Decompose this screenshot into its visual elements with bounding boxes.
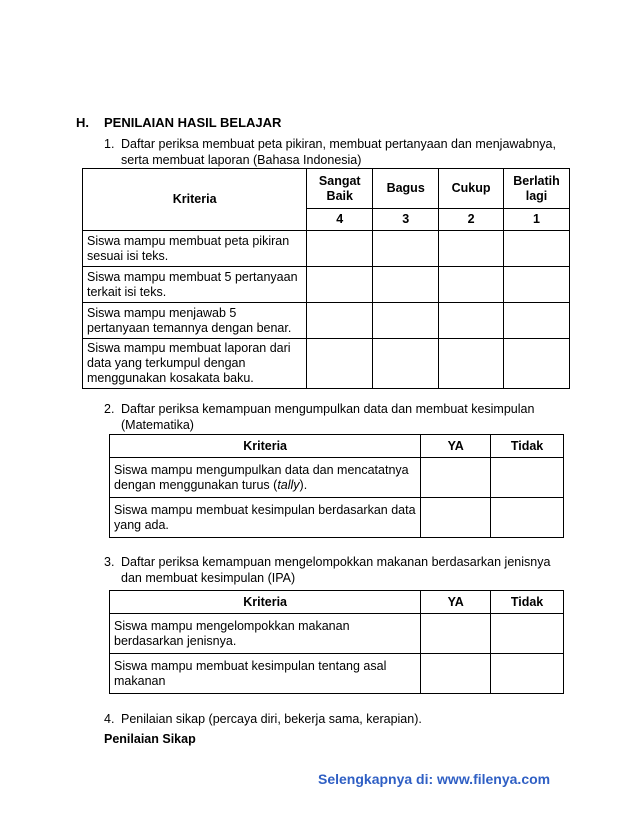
check-cell[interactable]	[439, 303, 504, 339]
check-cell[interactable]	[373, 267, 439, 303]
item-number: 1.	[104, 137, 115, 151]
criteria-cell: Siswa mampu membuat laporan dari data yang terkumpul dengan menggunakan kosakata baku.	[83, 339, 307, 389]
check-cell[interactable]	[504, 267, 570, 303]
score-cell: 4	[307, 209, 373, 231]
checklist-table-3	[109, 590, 564, 694]
check-cell[interactable]	[373, 303, 439, 339]
check-cell[interactable]	[504, 231, 570, 267]
criteria-cell: Siswa mampu membuat 5 pertanyaan terkait isi teks.	[83, 267, 307, 303]
item-text: dan membuat kesimpulan (IPA)	[121, 571, 296, 585]
criteria-cell: Siswa mampu mengumpulkan data dan mencatatnya dengan menggunakan turus (tally).	[110, 458, 421, 498]
criteria-cell: Siswa mampu membuat peta pikiran sesuai isi teks.	[83, 231, 307, 267]
check-cell[interactable]	[421, 614, 491, 654]
header-kriteria: Kriteria	[110, 591, 421, 614]
criteria-cell: Siswa mampu mengelompokkan makanan berdasarkan jenisnya.	[110, 614, 421, 654]
check-cell[interactable]	[491, 458, 564, 498]
item-text: serta membuat laporan (Bahasa Indonesia)	[121, 153, 362, 167]
header-tidak: Tidak	[491, 591, 564, 614]
score-cell: 2	[439, 209, 504, 231]
check-cell[interactable]	[491, 614, 564, 654]
item-number: 2.	[104, 402, 115, 416]
item-number: 3.	[104, 555, 115, 569]
header-ya: YA	[421, 591, 491, 614]
item-text: Daftar periksa kemampuan mengelompokkan makanan berdasarkan jenisnya	[121, 555, 551, 569]
header-kriteria: Kriteria	[110, 435, 421, 458]
header-ya: YA	[421, 435, 491, 458]
check-cell[interactable]	[373, 339, 439, 389]
header-bagus: Bagus	[373, 169, 439, 209]
criteria-cell: Siswa mampu membuat kesimpulan tentang asal makanan	[110, 654, 421, 694]
check-cell[interactable]	[439, 267, 504, 303]
source-link[interactable]: Selengkapnya di: www.filenya.com	[318, 771, 551, 787]
header-sangat-baik: Sangat Baik	[307, 169, 373, 209]
subheading: Penilaian Sikap	[104, 732, 196, 746]
section-letter: H.	[76, 115, 89, 130]
header-cukup: Cukup	[439, 169, 504, 209]
check-cell[interactable]	[307, 303, 373, 339]
checklist-table-2	[109, 434, 564, 538]
check-cell[interactable]	[307, 267, 373, 303]
check-cell[interactable]	[307, 231, 373, 267]
check-cell[interactable]	[421, 458, 491, 498]
check-cell[interactable]	[307, 339, 373, 389]
criteria-cell: Siswa mampu membuat kesimpulan berdasarkan data yang ada.	[110, 498, 421, 538]
item-text: Penilaian sikap (percaya diri, bekerja sama, kerapian).	[121, 712, 422, 726]
check-cell[interactable]	[373, 231, 439, 267]
check-cell[interactable]	[504, 303, 570, 339]
item-text: (Matematika)	[121, 418, 194, 432]
item-number: 4.	[104, 712, 115, 726]
score-cell: 1	[504, 209, 570, 231]
check-cell[interactable]	[491, 498, 564, 538]
header-kriteria: Kriteria	[83, 169, 307, 231]
section-title: PENILAIAN HASIL BELAJAR	[104, 115, 282, 130]
item-text: Daftar periksa kemampuan mengumpulkan data dan membuat kesimpulan	[121, 402, 535, 416]
check-cell[interactable]	[491, 654, 564, 694]
check-cell[interactable]	[504, 339, 570, 389]
item-text: Daftar periksa membuat peta pikiran, membuat pertanyaan dan menjawabnya,	[121, 137, 556, 151]
header-tidak: Tidak	[491, 435, 564, 458]
check-cell[interactable]	[421, 654, 491, 694]
checklist-table-1	[82, 168, 570, 389]
criteria-cell: Siswa mampu menjawab 5 pertanyaan temannya dengan benar.	[83, 303, 307, 339]
score-cell: 3	[373, 209, 439, 231]
check-cell[interactable]	[439, 231, 504, 267]
check-cell[interactable]	[421, 498, 491, 538]
header-berlatih-lagi: Berlatih lagi	[504, 169, 570, 209]
check-cell[interactable]	[439, 339, 504, 389]
italic-term: tally	[277, 477, 300, 492]
